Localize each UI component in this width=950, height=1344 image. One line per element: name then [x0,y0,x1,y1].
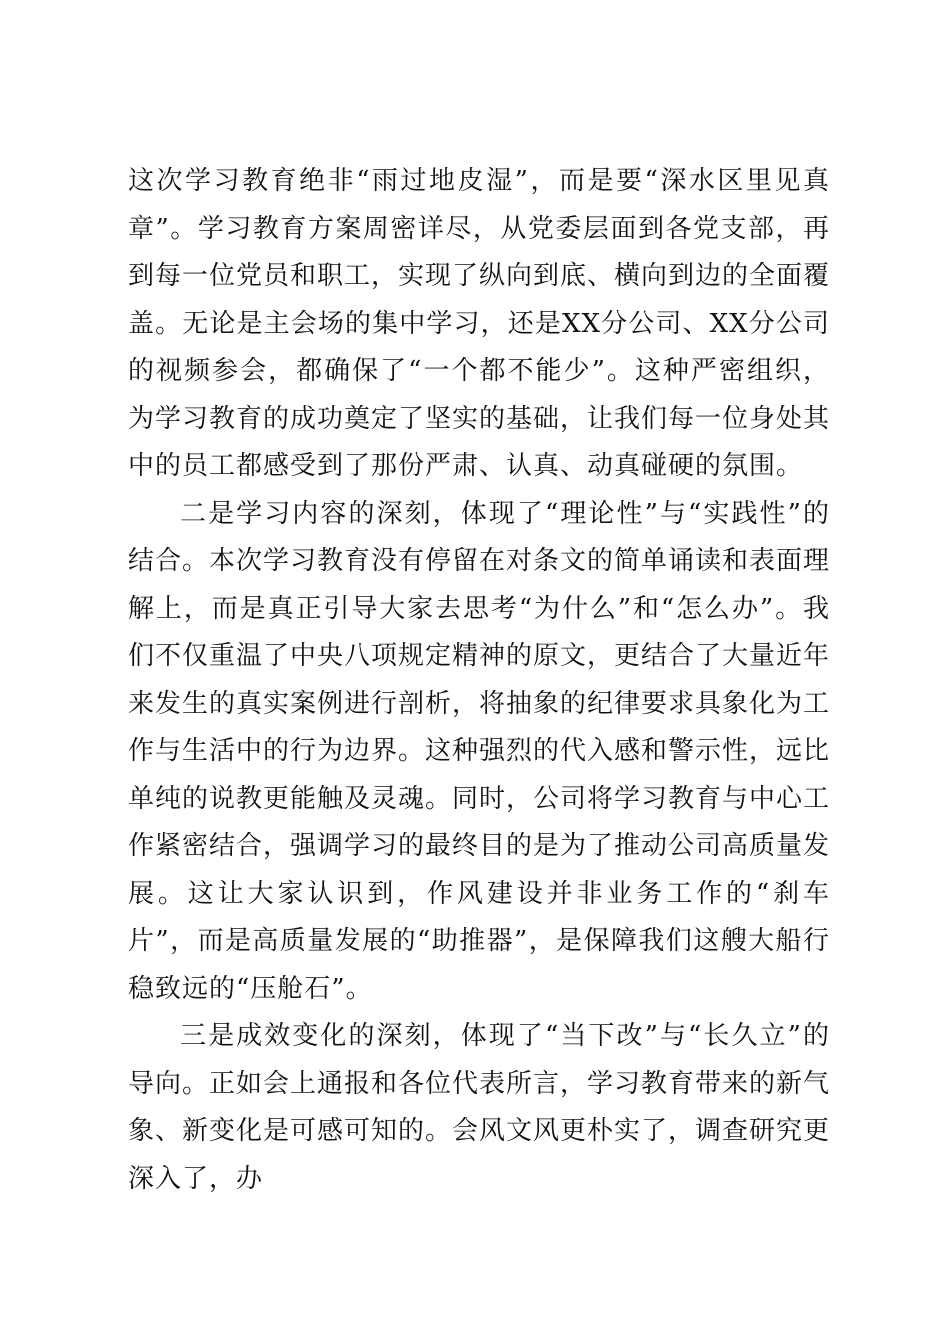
paragraph-2: 二是学习内容的深刻，体现了“理论性”与“实践性”的结合。本次学习教育没有停留在对条文的简单诵读和表面理解上，而是真正引导大家去思考“为什么”和“怎么办”。我们不仅重温了中央八项规定精神的原文，更结合了大量近年来发生的真实案例进行剖析，将抽象的纪律要求具象化为工作与生活中的行为边界。这种强烈的代入感和警示性，远比单纯的说教更能触及灵魂。同时，公司将学习教育与中心工作紧密结合，强调学习的最终目的是为了推动公司高质量发展。这让大家认识到，作风建设并非业务工作的“刹车片”，而是高质量发展的“助推器”，是保障我们这艘大船行稳致远的“压舱石”。 [128,498,831,1004]
paragraph-1: 这次学习教育绝非“雨过地皮湿”，而是要“深水区里见真章”。学习教育方案周密详尽，从党委层面到各党支部，再到每一位党员和职工，实现了纵向到底、横向到边的全面覆盖。无论是主会场的集中学习，还是XX分公司、XX分公司的视频参会，都确保了“一个都不能少”。这种严密组织，为学习教育的成功奠定了坚实的基础，让我们每一位身处其中的员工都感受到了那份严肃、认真、动真碰硬的氛围。 [128,166,831,481]
document-body [128,158,830,1203]
paragraph-3: 三是成效变化的深刻，体现了“当下改”与“长久立”的导向。正如会上通报和各位代表所言，学习教育带来的新气象、新变化是可感可知的。会风文风更朴实了，调查研究更深入了，办 [128,1021,831,1194]
